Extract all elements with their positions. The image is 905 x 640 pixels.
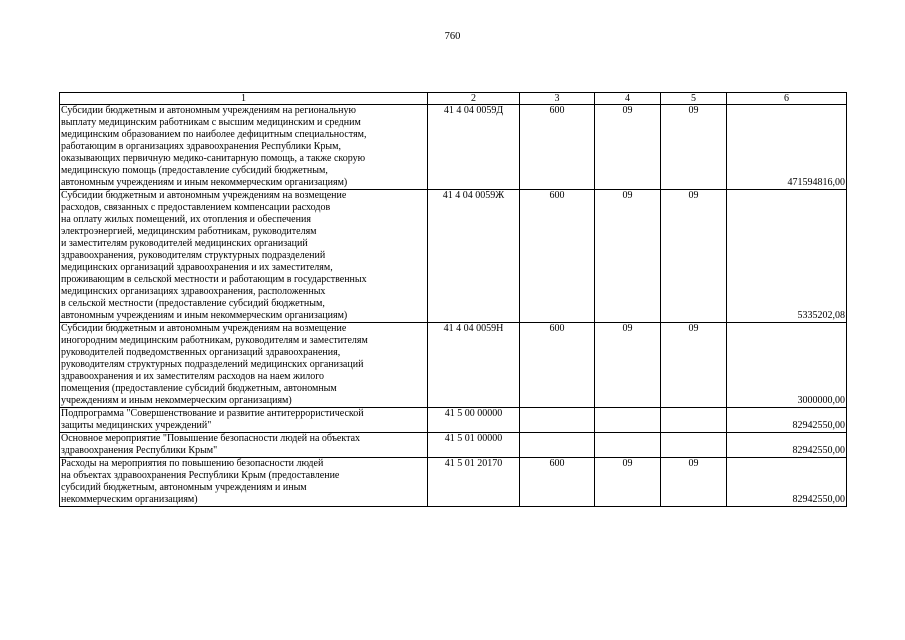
- description-line: некоммерческим организациям): [61, 494, 198, 505]
- row-subsection: [661, 433, 727, 458]
- row-expense-type: 600: [520, 190, 595, 323]
- header-cell-1: 1: [60, 93, 428, 105]
- description-line: Основное мероприятие "Повышение безопасности людей на объектах: [61, 433, 361, 444]
- description-line: иногородним медицинским работникам, руководителям и заместителям: [61, 335, 368, 346]
- table-row: [60, 408, 847, 433]
- row-code: 41 4 04 0059Д: [428, 105, 520, 190]
- description-line: и заместителям руководителей медицинских организаций: [61, 238, 308, 249]
- description-line: Расходы на мероприятия по повышению безопасности людей: [61, 458, 324, 469]
- row-code: 41 5 01 20170: [428, 458, 520, 507]
- description-line: медицинскую помощь (предоставление субсидий бюджетным,: [61, 165, 328, 176]
- description-line: автономным учреждениям и иным некоммерческим организациям): [61, 177, 348, 188]
- description-line: Субсидии бюджетным и автономным учреждениям на региональную: [61, 105, 356, 116]
- description-line: в сельской местности (предоставление субсидий бюджетным,: [61, 298, 325, 309]
- description-line: помещения (предоставление субсидий бюджетным, автономным: [61, 383, 337, 394]
- row-expense-type: [520, 408, 595, 433]
- row-subsection: 09: [661, 190, 727, 323]
- row-amount: 82942550,00: [727, 408, 847, 433]
- description-line: расходов, связанных с предоставлением компенсации расходов: [61, 202, 331, 213]
- row-section: [595, 433, 661, 458]
- table-row: [60, 190, 847, 323]
- header-cell-3: 3: [520, 93, 595, 105]
- description-line: автономным учреждениям и иным некоммерческим организациям): [61, 310, 348, 321]
- description-line: здравоохранения Республики Крым": [61, 445, 218, 456]
- row-section: 09: [595, 105, 661, 190]
- row-subsection: 09: [661, 458, 727, 507]
- table-row: [60, 433, 847, 458]
- row-section: 09: [595, 458, 661, 507]
- row-description: [60, 458, 428, 507]
- description-line: Субсидии бюджетным и автономным учреждениям на возмещение: [61, 323, 347, 334]
- row-description: [60, 323, 428, 408]
- row-code: 41 5 00 00000: [428, 408, 520, 433]
- description-line: руководителей подведомственных организаций здравоохранения,: [61, 347, 341, 358]
- row-subsection: [661, 408, 727, 433]
- description-line: Подпрограмма "Совершенствование и развитие антитеррористической: [61, 408, 364, 419]
- row-description: [60, 408, 428, 433]
- row-amount: 3000000,00: [727, 323, 847, 408]
- row-code: 41 5 01 00000: [428, 433, 520, 458]
- header-cell-5: 5: [661, 93, 727, 105]
- description-line: проживающим в сельской местности и работающим в государственных: [61, 274, 367, 285]
- table-row: [60, 458, 847, 507]
- row-subsection: 09: [661, 105, 727, 190]
- table-row: [60, 105, 847, 190]
- row-amount: 5335202,08: [727, 190, 847, 323]
- description-line: субсидий бюджетным, автономным учреждениям и иным: [61, 482, 307, 493]
- row-description: [60, 433, 428, 458]
- row-section: 09: [595, 323, 661, 408]
- table-header-row: [60, 93, 847, 105]
- row-description: [60, 190, 428, 323]
- row-expense-type: 600: [520, 323, 595, 408]
- description-line: здравоохранения, руководителям структурных подразделений: [61, 250, 326, 261]
- row-amount: 471594816,00: [727, 105, 847, 190]
- row-code: 41 4 04 0059Н: [428, 323, 520, 408]
- row-subsection: 09: [661, 323, 727, 408]
- header-cell-4: 4: [595, 93, 661, 105]
- description-line: защиты медицинских учреждений": [61, 420, 212, 431]
- header-cell-6: 6: [727, 93, 847, 105]
- description-line: выплату медицинским работникам с высшим медицинским и средним: [61, 117, 361, 128]
- description-line: медицинских организаций здравоохранения и их заместителям,: [61, 262, 333, 273]
- row-amount: 82942550,00: [727, 458, 847, 507]
- description-line: учреждениям и иным некоммерческим организациям): [61, 395, 292, 406]
- description-line: оказывающих первичную медико-санитарную помощь, а также скорую: [61, 153, 366, 164]
- row-expense-type: [520, 433, 595, 458]
- description-line: электроэнергией, медицинским работникам, руководителям: [61, 226, 317, 237]
- description-line: здравоохранения и их заместителям расходов на наем жилого: [61, 371, 325, 382]
- row-expense-type: 600: [520, 458, 595, 507]
- description-line: медицинских организациях здравоохранения, расположенных: [61, 286, 326, 297]
- table-row: [60, 323, 847, 408]
- description-line: руководителям структурных подразделений медицинских организаций: [61, 359, 364, 370]
- description-line: медицинским образованием по наиболее дефицитным специальностям,: [61, 129, 367, 140]
- budget-table: [59, 92, 847, 507]
- header-cell-2: 2: [428, 93, 520, 105]
- row-description: [60, 105, 428, 190]
- description-line: на объектах здравоохранения Республики Крым (предоставление: [61, 470, 340, 481]
- row-section: 09: [595, 190, 661, 323]
- description-line: работающим в организациях здравоохранения Республики Крым,: [61, 141, 341, 152]
- description-line: Субсидии бюджетным и автономным учреждениям на возмещение: [61, 190, 347, 201]
- row-code: 41 4 04 0059Ж: [428, 190, 520, 323]
- row-section: [595, 408, 661, 433]
- table-body: [60, 93, 847, 507]
- page-number: 760: [444, 31, 461, 42]
- row-amount: 82942550,00: [727, 433, 847, 458]
- description-line: на оплату жилых помещений, их отопления и обеспечения: [61, 214, 311, 225]
- row-expense-type: 600: [520, 105, 595, 190]
